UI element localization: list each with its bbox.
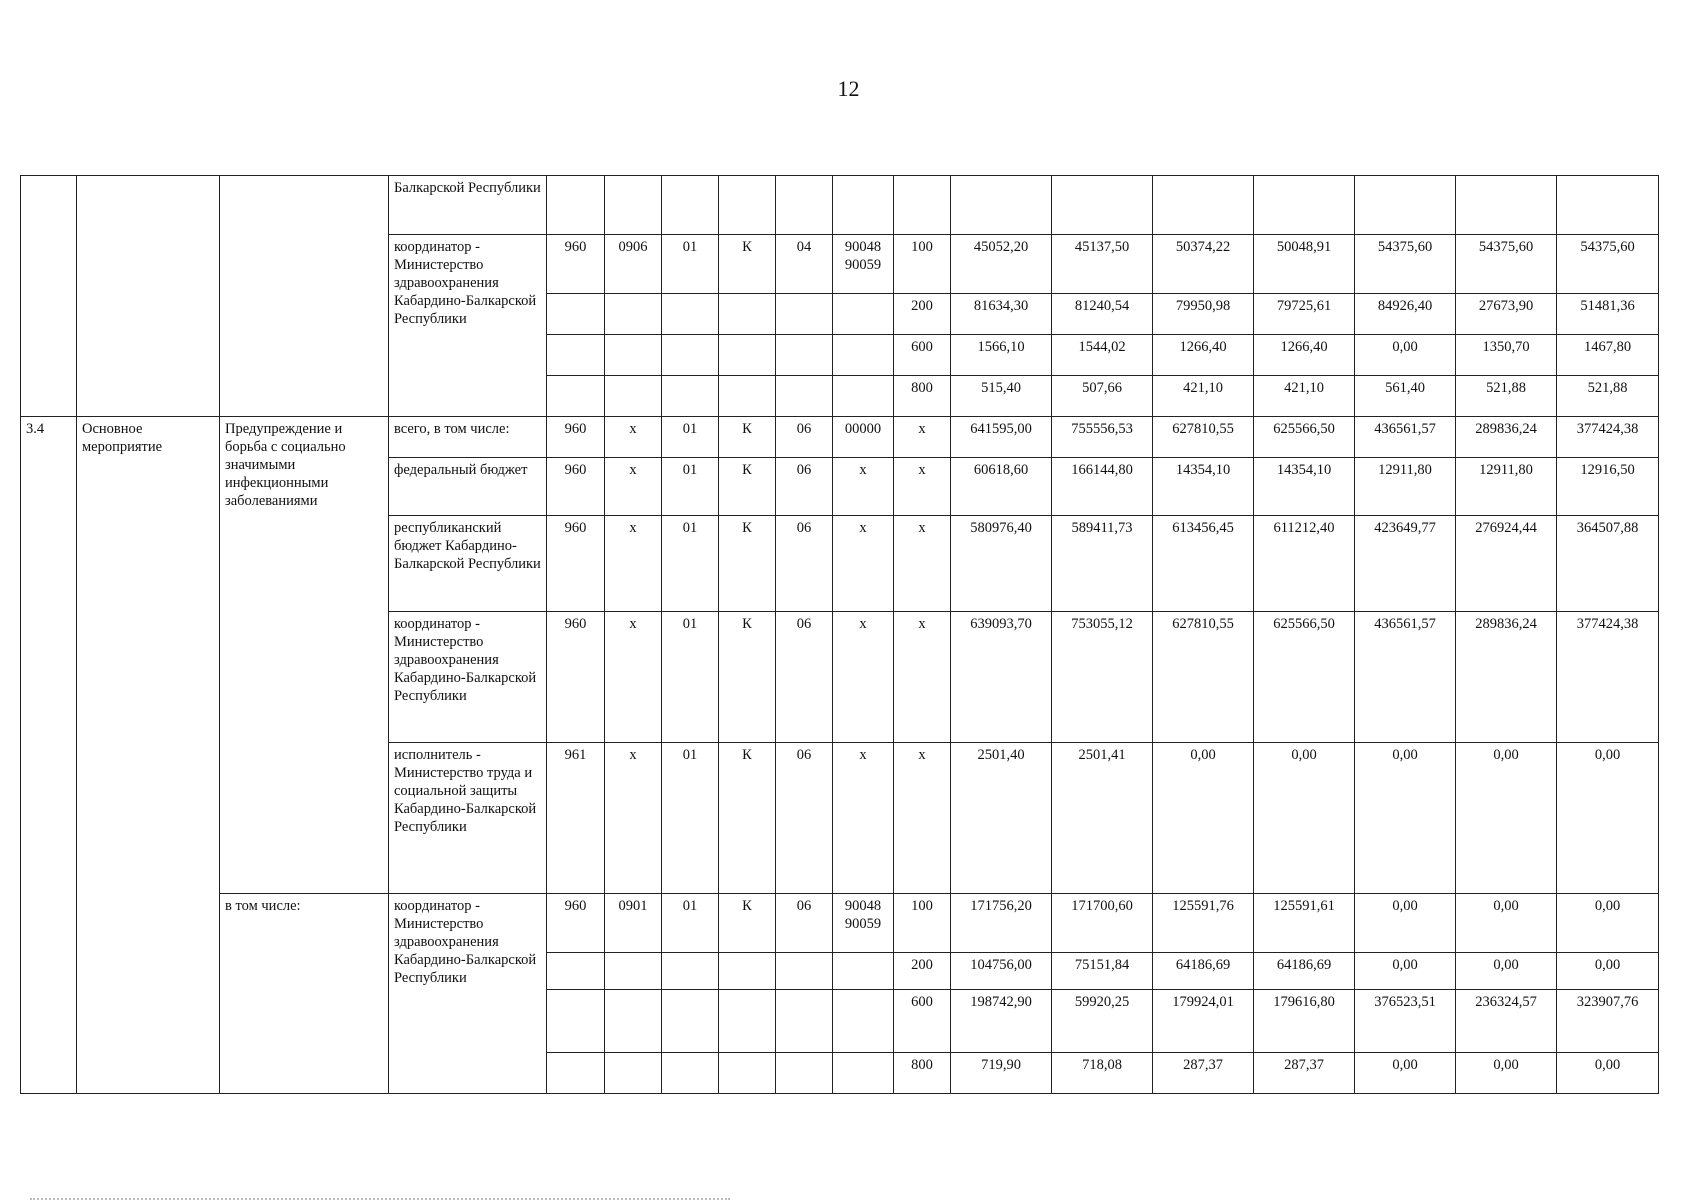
value-cell: 50374,22 xyxy=(1153,235,1254,294)
value-cell: 0,00 xyxy=(1355,953,1456,990)
cell-empty xyxy=(77,176,220,417)
value-cell: 0,00 xyxy=(1456,743,1557,894)
code-cell: 06 xyxy=(776,516,833,612)
code-vr: 200 xyxy=(894,294,951,335)
value-cell: 1566,10 xyxy=(951,335,1052,376)
code-cell: 00000 xyxy=(833,417,894,458)
code-vr: 200 xyxy=(894,953,951,990)
value-cell: 521,88 xyxy=(1557,376,1659,417)
value-cell: 51481,36 xyxy=(1557,294,1659,335)
code-cell: 06 xyxy=(776,612,833,743)
row-label: федеральный бюджет xyxy=(389,458,547,516)
code-cell: х xyxy=(833,743,894,894)
value-cell: 1350,70 xyxy=(1456,335,1557,376)
value-cell: 289836,24 xyxy=(1456,612,1557,743)
value-cell: 2501,41 xyxy=(1052,743,1153,894)
value-cell: 198742,90 xyxy=(951,990,1052,1053)
value-cell: 2501,40 xyxy=(951,743,1052,894)
value-cell: 14354,10 xyxy=(1153,458,1254,516)
section-type: Основное мероприятие xyxy=(77,417,220,1094)
value-cell: 104756,00 xyxy=(951,953,1052,990)
value-cell: 0,00 xyxy=(1153,743,1254,894)
value-cell: 166144,80 xyxy=(1052,458,1153,516)
cell-empty xyxy=(220,176,389,417)
value-cell: 0,00 xyxy=(1355,335,1456,376)
code-cell: К xyxy=(719,743,776,894)
code-cell: 960 xyxy=(547,458,605,516)
code-vr: 600 xyxy=(894,335,951,376)
code-cell: х xyxy=(894,417,951,458)
scan-artifact-line xyxy=(30,1192,730,1200)
value-cell: 12911,80 xyxy=(1355,458,1456,516)
section-number: 3.4 xyxy=(21,417,77,1094)
table-row xyxy=(21,894,1659,953)
value-cell: 376523,51 xyxy=(1355,990,1456,1053)
value-cell: 179924,01 xyxy=(1153,990,1254,1053)
value-cell: 364507,88 xyxy=(1557,516,1659,612)
value-cell: 1544,02 xyxy=(1052,335,1153,376)
code-cell: х xyxy=(894,743,951,894)
value-cell: 54375,60 xyxy=(1355,235,1456,294)
row-label: всего, в том числе: xyxy=(389,417,547,458)
value-cell: 589411,73 xyxy=(1052,516,1153,612)
row-label: республиканский бюджет Кабардино-Балкарской Республики xyxy=(389,516,547,612)
code-cell: х xyxy=(833,458,894,516)
code-pgp: К xyxy=(719,894,776,953)
value-cell: 0,00 xyxy=(1254,743,1355,894)
cell-empty xyxy=(21,176,77,417)
value-cell: 423649,77 xyxy=(1355,516,1456,612)
code-cell: х xyxy=(605,612,662,743)
code-cell: 01 xyxy=(662,516,719,612)
code-cell: К xyxy=(719,417,776,458)
value-cell: 45137,50 xyxy=(1052,235,1153,294)
section-title: Предупреждение и борьба с социально значимыми инфекционными заболеваниями xyxy=(220,417,389,894)
value-cell: 60618,60 xyxy=(951,458,1052,516)
code-cell: 06 xyxy=(776,743,833,894)
code-cell: х xyxy=(605,458,662,516)
value-cell: 64186,69 xyxy=(1153,953,1254,990)
value-cell: 613456,45 xyxy=(1153,516,1254,612)
code-cell: х xyxy=(605,417,662,458)
value-cell: 81240,54 xyxy=(1052,294,1153,335)
value-cell: 79725,61 xyxy=(1254,294,1355,335)
value-cell: 0,00 xyxy=(1456,953,1557,990)
value-cell: 753055,12 xyxy=(1052,612,1153,743)
value-cell: 125591,76 xyxy=(1153,894,1254,953)
value-cell: 323907,76 xyxy=(1557,990,1659,1053)
including-label: в том числе: xyxy=(220,894,389,1094)
row-label: исполнитель - Министерство труда и социальной защиты Кабардино-Балкарской Республики xyxy=(389,743,547,894)
value-cell: 0,00 xyxy=(1557,743,1659,894)
value-cell: 81634,30 xyxy=(951,294,1052,335)
code-gr: 960 xyxy=(547,894,605,953)
row-label: координатор - Министерство здравоохранения Кабардино-Балкарской Республики xyxy=(389,612,547,743)
code-nr: 90048 90059 xyxy=(833,894,894,953)
code-rz: 0901 xyxy=(605,894,662,953)
cont-label: Балкарской Республики xyxy=(389,176,547,235)
code-cell: 01 xyxy=(662,417,719,458)
value-cell: 627810,55 xyxy=(1153,612,1254,743)
value-cell: 421,10 xyxy=(1254,376,1355,417)
value-cell: 611212,40 xyxy=(1254,516,1355,612)
value-cell: 436561,57 xyxy=(1355,417,1456,458)
value-cell: 79950,98 xyxy=(1153,294,1254,335)
value-cell: 0,00 xyxy=(1456,1053,1557,1094)
value-cell: 54375,60 xyxy=(1557,235,1659,294)
value-cell: 718,08 xyxy=(1052,1053,1153,1094)
value-cell: 59920,25 xyxy=(1052,990,1153,1053)
value-cell: 421,10 xyxy=(1153,376,1254,417)
value-cell: 561,40 xyxy=(1355,376,1456,417)
value-cell: 436561,57 xyxy=(1355,612,1456,743)
code-cell: х xyxy=(605,516,662,612)
value-cell: 507,66 xyxy=(1052,376,1153,417)
value-cell: 287,37 xyxy=(1153,1053,1254,1094)
value-cell: 236324,57 xyxy=(1456,990,1557,1053)
value-cell: 276924,44 xyxy=(1456,516,1557,612)
value-cell: 641595,00 xyxy=(951,417,1052,458)
value-cell: 27673,90 xyxy=(1456,294,1557,335)
value-cell: 0,00 xyxy=(1355,894,1456,953)
code-cell: 960 xyxy=(547,516,605,612)
code-cell: х xyxy=(894,612,951,743)
code-pgp: К xyxy=(719,235,776,294)
table-row xyxy=(21,417,1659,458)
value-cell: 625566,50 xyxy=(1254,417,1355,458)
code-vr: 800 xyxy=(894,1053,951,1094)
value-cell: 377424,38 xyxy=(1557,612,1659,743)
code-cell: К xyxy=(719,458,776,516)
budget-table xyxy=(20,175,1659,1094)
value-cell: 719,90 xyxy=(951,1053,1052,1094)
code-cell: х xyxy=(894,458,951,516)
value-cell: 171700,60 xyxy=(1052,894,1153,953)
value-cell: 171756,20 xyxy=(951,894,1052,953)
value-cell: 625566,50 xyxy=(1254,612,1355,743)
code-cell: 01 xyxy=(662,612,719,743)
value-cell: 580976,40 xyxy=(951,516,1052,612)
code-cell: 961 xyxy=(547,743,605,894)
value-cell: 50048,91 xyxy=(1254,235,1355,294)
value-cell: 1266,40 xyxy=(1254,335,1355,376)
coordinator-label: координатор - Министерство здравоохранения Кабардино-Балкарской Республики xyxy=(389,235,547,417)
code-gp: 01 xyxy=(662,235,719,294)
value-cell: 755556,53 xyxy=(1052,417,1153,458)
page-number: 12 xyxy=(837,76,860,101)
value-cell: 54375,60 xyxy=(1456,235,1557,294)
value-cell: 179616,80 xyxy=(1254,990,1355,1053)
code-cell: х xyxy=(833,612,894,743)
value-cell: 0,00 xyxy=(1456,894,1557,953)
value-cell: 521,88 xyxy=(1456,376,1557,417)
value-cell: 84926,40 xyxy=(1355,294,1456,335)
value-cell: 627810,55 xyxy=(1153,417,1254,458)
value-cell: 515,40 xyxy=(951,376,1052,417)
code-nr: 90048 90059 xyxy=(833,235,894,294)
value-cell: 639093,70 xyxy=(951,612,1052,743)
value-cell: 12911,80 xyxy=(1456,458,1557,516)
code-cell: 01 xyxy=(662,743,719,894)
value-cell: 1266,40 xyxy=(1153,335,1254,376)
code-cell: х xyxy=(833,516,894,612)
code-vr: 800 xyxy=(894,376,951,417)
coordinator-label: координатор - Министерство здравоохранения Кабардино-Балкарской Республики xyxy=(389,894,547,1094)
code-om: 06 xyxy=(776,894,833,953)
value-cell: 377424,38 xyxy=(1557,417,1659,458)
code-vr: 600 xyxy=(894,990,951,1053)
value-cell: 45052,20 xyxy=(951,235,1052,294)
value-cell: 75151,84 xyxy=(1052,953,1153,990)
code-cell: х xyxy=(894,516,951,612)
value-cell: 0,00 xyxy=(1557,894,1659,953)
code-om: 04 xyxy=(776,235,833,294)
value-cell: 289836,24 xyxy=(1456,417,1557,458)
value-cell: 1467,80 xyxy=(1557,335,1659,376)
value-cell: 125591,61 xyxy=(1254,894,1355,953)
value-cell: 12916,50 xyxy=(1557,458,1659,516)
table-row xyxy=(21,176,1659,235)
code-cell: К xyxy=(719,612,776,743)
code-rz: 0906 xyxy=(605,235,662,294)
code-cell: х xyxy=(605,743,662,894)
code-cell: К xyxy=(719,516,776,612)
value-cell: 64186,69 xyxy=(1254,953,1355,990)
code-cell: 06 xyxy=(776,417,833,458)
code-cell: 01 xyxy=(662,458,719,516)
code-vr: 100 xyxy=(894,894,951,953)
value-cell: 14354,10 xyxy=(1254,458,1355,516)
value-cell: 0,00 xyxy=(1557,953,1659,990)
value-cell: 287,37 xyxy=(1254,1053,1355,1094)
code-cell: 06 xyxy=(776,458,833,516)
code-gr: 960 xyxy=(547,235,605,294)
code-vr: 100 xyxy=(894,235,951,294)
code-cell: 960 xyxy=(547,612,605,743)
value-cell: 0,00 xyxy=(1557,1053,1659,1094)
code-gp: 01 xyxy=(662,894,719,953)
value-cell: 0,00 xyxy=(1355,743,1456,894)
value-cell: 0,00 xyxy=(1355,1053,1456,1094)
code-cell: 960 xyxy=(547,417,605,458)
